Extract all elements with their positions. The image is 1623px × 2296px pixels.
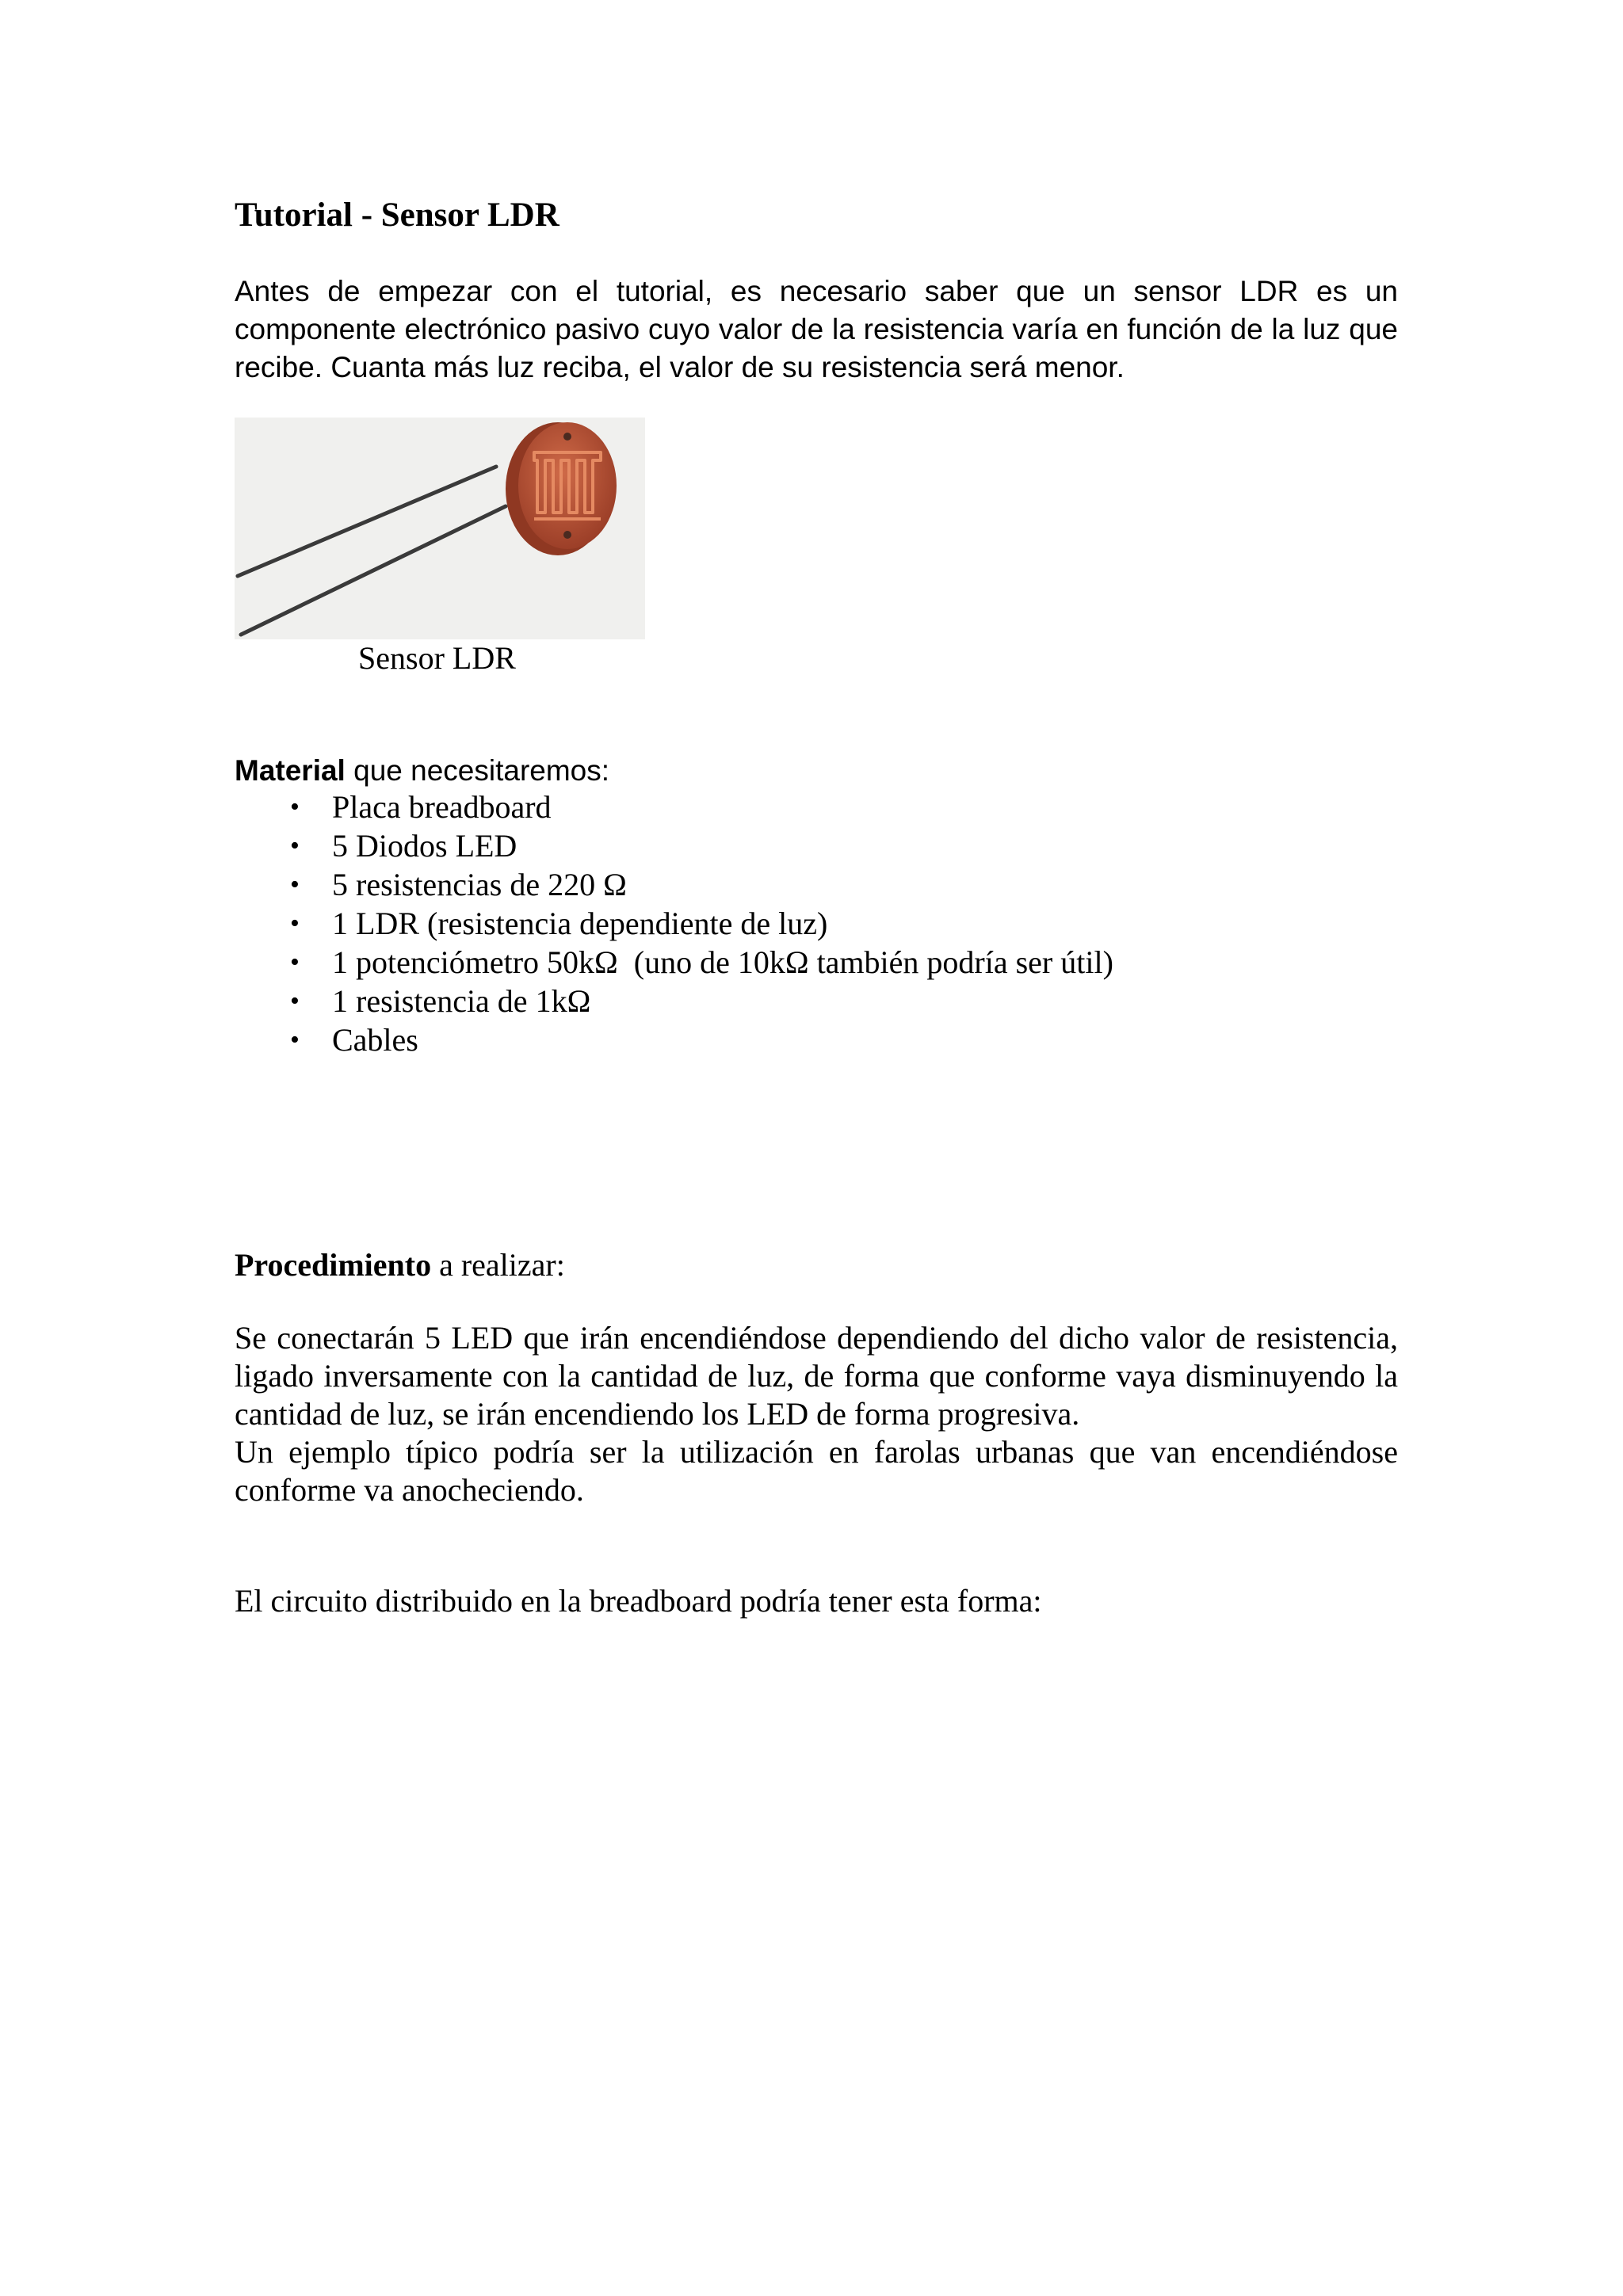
- material-heading: [235, 751, 609, 791]
- bullet-icon: •: [290, 792, 300, 822]
- bullet-icon: •: [290, 986, 300, 1016]
- list-item: • 1 resistencia de 1kΩ: [290, 983, 591, 1019]
- list-item: • Cables: [290, 1022, 418, 1058]
- figure-caption: Sensor LDR: [358, 640, 516, 676]
- procedure-paragraph-2: Un ejemplo típico podría ser la utilización en farolas urbanas que van encendiéndose conforme va anocheciendo.: [235, 1434, 1398, 1508]
- list-item: • 5 Diodos LED: [290, 828, 517, 864]
- material-list: [235, 788, 1113, 1059]
- procedure-text: [235, 1319, 1398, 1509]
- circuit-intro: El circuito distribuido en la breadboard podría tener esta forma:: [235, 1583, 1042, 1619]
- list-item: • Placa breadboard: [290, 789, 552, 825]
- bullet-icon: •: [290, 909, 300, 938]
- list-item: • 5 resistencias de 220 Ω: [290, 867, 627, 902]
- page-title: Tutorial - Sensor LDR: [235, 196, 559, 234]
- intro-paragraph: Antes de empezar con el tutorial, es necesario saber que un sensor LDR es un componente electrónico pasivo cuyo valor de la resistencia varía en función de la luz que recibe. Cuanta más luz reciba, el valor de su resistencia será menor.: [235, 275, 1398, 383]
- bullet-icon: •: [290, 870, 300, 899]
- bullet-icon: •: [290, 831, 300, 860]
- material-heading-rest: que necesitaremos:: [345, 754, 610, 787]
- procedure-heading: [235, 1245, 565, 1286]
- ldr-sensor-image: [235, 418, 645, 639]
- procedure-heading-bold: Procedimiento: [235, 1247, 432, 1283]
- procedure-paragraph-1: Se conectarán 5 LED que irán encendiéndose dependiendo del dicho valor de resistencia, ligado inversamente con la cantidad de luz, de forma que conforme vaya disminuyendo la cantidad de luz, se irán encendiendo los LED de forma progresiva.: [235, 1320, 1398, 1432]
- list-item: • 1 LDR (resistencia dependiente de luz): [290, 906, 828, 941]
- list-item: • 1 potenciómetro 50kΩ (uno de 10kΩ también podría ser útil): [290, 944, 1113, 980]
- bullet-icon: •: [290, 948, 300, 977]
- material-heading-bold: Material: [235, 754, 346, 787]
- bullet-icon: •: [290, 1025, 300, 1055]
- procedure-heading-rest: a realizar:: [431, 1247, 565, 1283]
